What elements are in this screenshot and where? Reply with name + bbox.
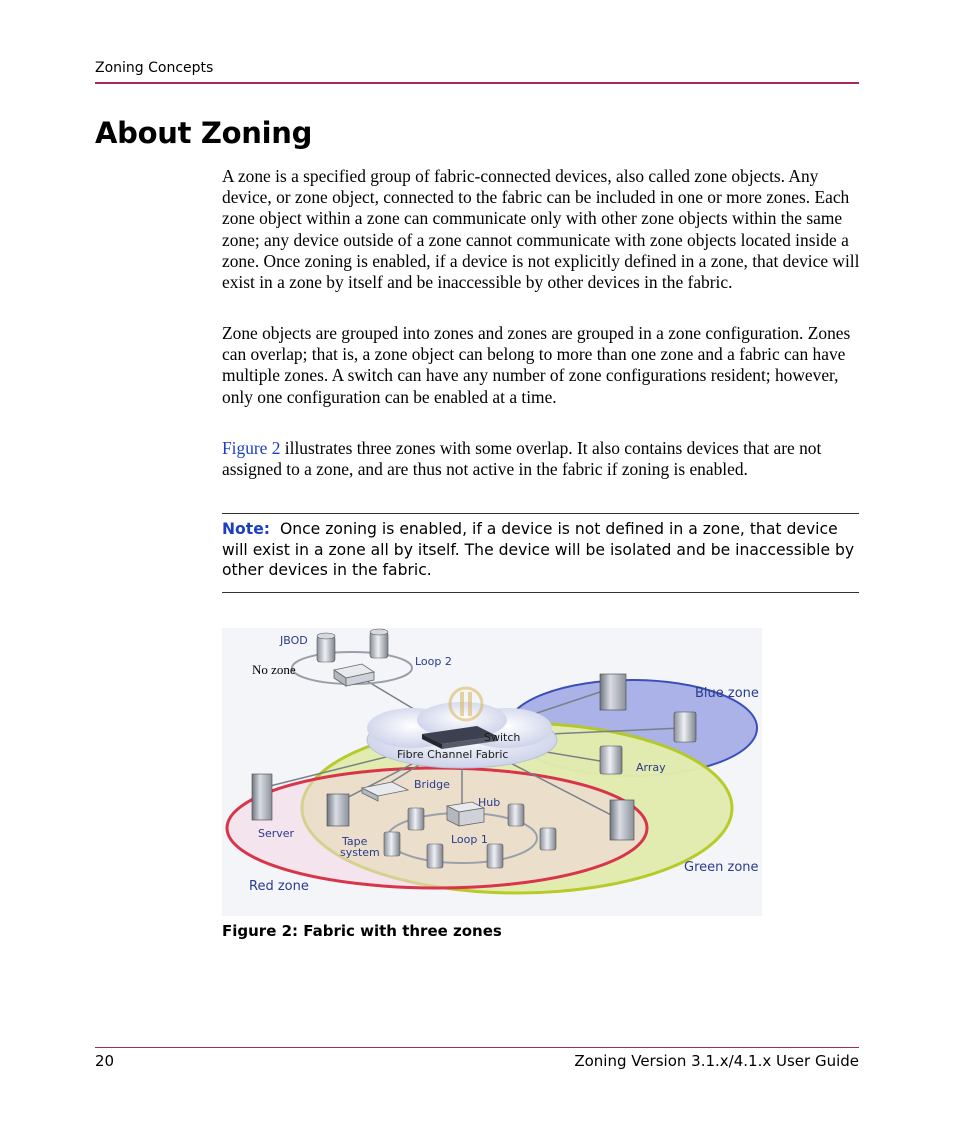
green-zone-server-icon [610, 800, 634, 840]
figure-reference-text: illustrates three zones with some overlap. It also contains devices that are not assigned to a zone, and are thus not active in the fabric if zoning is enabled. [222, 438, 822, 480]
label-system: system [340, 846, 380, 859]
label-loop-1: Loop 1 [451, 833, 488, 846]
label-server: Server [258, 827, 295, 840]
label-fibre-channel-fabric: Fibre Channel Fabric [397, 748, 509, 761]
paragraph-zone-objects: Zone objects are grouped into zones and zones are grouped in a zone configuration. Zones can overlap; that is, a zone object can belong to more than one zone and a fabric can have multiple zones. A switch can have any number of zone configurations resident; however, only one configuration can be enabled at a time. [222, 323, 851, 407]
label-array: Array [636, 761, 666, 774]
label-hub: Hub [478, 796, 501, 809]
label-jbod: JBOD [280, 634, 308, 647]
label-red-zone: Red zone [249, 879, 309, 894]
label-tape: Tape [342, 835, 368, 848]
fabric-zones-diagram [222, 628, 762, 916]
label-switch: Switch [484, 731, 521, 744]
note-box [222, 519, 858, 581]
page-title: About Zoning [95, 116, 313, 150]
note-text: Once zoning is enabled, if a device is not defined in a zone, that device will exist in a zone all by itself. The device will be isolated and be inaccessible by other devices in the fabric. [222, 520, 855, 579]
label-blue-zone: Blue zone [695, 686, 759, 701]
label-no-zone: No zone [252, 662, 296, 677]
guide-title: Zoning Version 3.1.x/4.1.x User Guide [574, 1052, 859, 1070]
note-top-rule [222, 513, 859, 514]
label-bridge: Bridge [414, 778, 450, 791]
page-number: 20 [95, 1052, 115, 1070]
paragraph-figure-reference [222, 438, 860, 480]
running-header: Zoning Concepts [95, 60, 214, 76]
footer-rule [95, 1047, 859, 1048]
server-icon [252, 774, 272, 820]
label-green-zone: Green zone [684, 860, 759, 875]
paragraph-zone-definition: A zone is a specified group of fabric-connected devices, also called zone objects. Any device, or zone object, connected to the fabric can be included in one or more zones. Each zone object within a zone can communicate only with other zone objects within the same zone; any device outside of a zone cannot communicate with zone objects located inside a zone. Once zoning is enabled, if a device is not explicitly defined in a zone, that device will exist in a zone by itself and be inaccessible by other devices in the fabric. [222, 166, 860, 293]
tape-system-icon [327, 794, 349, 826]
note-bottom-rule [222, 592, 859, 593]
note-label: Note: [222, 520, 271, 538]
figure-caption: Figure 2: Fabric with three zones [222, 922, 502, 940]
header-rule [95, 82, 859, 84]
blue-zone-storage-icon [674, 712, 696, 742]
label-loop-2: Loop 2 [415, 655, 452, 668]
array-icon [600, 746, 622, 774]
figure-2-link[interactable]: Figure 2 [222, 438, 281, 458]
blue-zone-server-icon [600, 674, 626, 710]
